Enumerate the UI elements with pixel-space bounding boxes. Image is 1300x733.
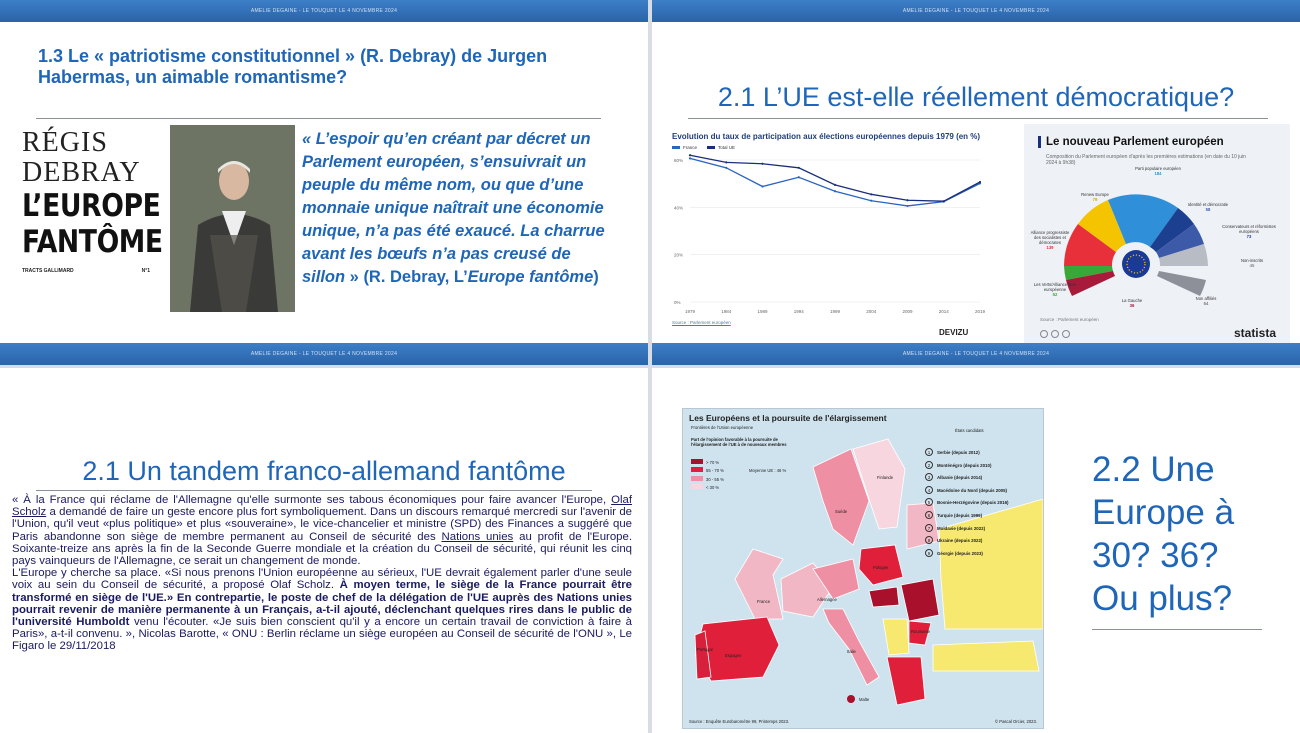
country-label-pologne: Pologne xyxy=(873,565,889,570)
map-title: Les Européens et la poursuite de l'élargissement xyxy=(689,413,887,423)
map-credit: © Pascal Orcier, 2023. xyxy=(995,719,1037,724)
excerpt-paragraph-1: « À la France qui réclame de l'Allemagne qu'elle surmonte ses tabous économiques pour faire avancer l'Europe, Olaf Scholz a demandé de faire un geste encore plus fort symboliquement. Dans un discours remarqué mercredi sur l'avenir de l'Union, qu'il veut «plus politique» et plus «souveraine», le vice-chancelier et ministre (SPD) des Finances a suggéré que Paris abandonne son siège de membre permanent au Conseil de sécurité des Nations unies au profit de l'Europe. Soixante-treize ans après la fin de la Seconde Guerre mondiale et la création du Conseil de sécurité, qui réunit les cinq pays vainqueurs de l'Allemagne, ce serait un changement de monde. xyxy=(12,494,633,568)
book-publisher: TRACTS GALLIMARD xyxy=(22,268,74,274)
parliament-subtitle: Composition du Parlement européen d'après les premières estimations (en date du 10 juin 2024 à 9h38) xyxy=(1046,154,1246,166)
slide-title: 2.1 L’UE est-elle réellement démocratique? xyxy=(717,82,1235,112)
author-photo xyxy=(170,125,295,312)
data-point xyxy=(870,193,872,195)
data-point xyxy=(761,185,763,187)
divider xyxy=(36,118,601,119)
slide-footer-bar: AMELIE DEGAINE - LE TOUQUET LE 4 NOVEMBRE 2024 xyxy=(652,343,1300,365)
y-tick-label: 0% xyxy=(674,300,681,305)
quote-book-title: Europe fantôme xyxy=(467,268,594,286)
turnout-chart xyxy=(672,132,992,344)
x-tick-label: 2014 xyxy=(938,309,949,314)
data-point xyxy=(761,163,763,165)
book-cover xyxy=(22,128,162,318)
divider xyxy=(36,490,592,491)
data-point xyxy=(725,167,727,169)
slide-title: 1.3 Le « patriotisme constitutionnel » (R. Debray) de Jurgen Habermas, un aimable romantisme? xyxy=(38,46,548,87)
devizu-logo: DEVIZU xyxy=(939,328,969,337)
x-tick-label: 1984 xyxy=(721,309,732,314)
link-nations-unies[interactable]: Nations unies xyxy=(441,530,514,543)
group-label-renew: Renew Europe 79 xyxy=(1081,192,1109,202)
data-point xyxy=(906,199,908,201)
map-legend-average: Moyenne UE : 46 % xyxy=(749,468,787,473)
candidate-list xyxy=(925,447,1009,560)
data-point xyxy=(725,161,727,163)
data-point xyxy=(834,184,836,186)
y-tick-label: 60% xyxy=(674,158,684,163)
x-tick-label: 1989 xyxy=(757,309,768,314)
chart-source: Source : Parlement européen xyxy=(672,320,731,325)
book-title-line2: FANTÔME xyxy=(22,224,163,260)
divider xyxy=(688,118,1268,119)
x-tick-label: 2019 xyxy=(975,309,986,314)
turnout-line-chart xyxy=(672,154,988,316)
slide-1[interactable] xyxy=(0,0,648,365)
map-legend-caption: Part de l'opinion favorable à la poursuite de l'élargissement de l'UE à de nouveaux membres xyxy=(691,437,787,447)
candidate-item: 4 Macédoine du Nord (depuis 2005) xyxy=(925,485,1009,498)
x-tick-label: 1994 xyxy=(793,309,804,314)
y-tick-label: 20% xyxy=(674,252,684,258)
parliament-source: Source : Parlement européen xyxy=(1040,317,1099,322)
candidate-item: 7 Moldavie (depuis 2022) xyxy=(925,523,1009,536)
parliament-title: Le nouveau Parlement européen xyxy=(1038,136,1224,148)
excerpt-paragraph-2: L'Europe y cherche sa place. «Si nous prenons l'Union européenne au sérieux, l'UE devrait également parler d'une seule voix au sein du Conseil de sécurité, a proposé Olaf Scholz. À moyen terme, le siège de la France pourrait être transformé en siège de l'UE.» En contrepartie, le poste de chef de la délégation de l'UE auprès des Nations unies pourrait revenir de manière permanente à un Français, a-t-il ajouté, déclenchant quelques rires dans le public de l'université Humboldt venu l'écouter. «Je suis bien conscient qu'il y a encore un certain travail de conviction à faire à Paris», a-t-il convenu. », Nicolas Barotte, « ONU : Berlin réclame un siège européen au Conseil de sécurité de l'ONU », Le Figaro le 29/11/2018 xyxy=(12,567,632,653)
data-point xyxy=(870,200,872,202)
chart-title: Evolution du taux de participation aux élections européennes depuis 1979 (en %) xyxy=(672,132,981,141)
country-label-italie: Italie xyxy=(847,649,856,654)
map-source: Source : Enquête Eurobaromètre 99, Printemps 2023. xyxy=(689,719,790,724)
statista-logo: statista xyxy=(1233,326,1276,340)
x-tick-label: 1999 xyxy=(830,309,841,314)
group-label-greens: Les Verts/Alliance libre européenne 52 xyxy=(1033,282,1077,297)
divider xyxy=(1092,629,1262,630)
data-point xyxy=(798,167,800,169)
debray-quote xyxy=(302,128,612,289)
data-point xyxy=(906,205,908,207)
country-label-france: France xyxy=(757,599,771,604)
data-point xyxy=(798,176,800,178)
enlargement-question: 2.2 Une Europe à 30? 36? Ou plus? xyxy=(1092,450,1235,618)
group-label-left: La Gauche 36 xyxy=(1121,298,1143,308)
candidate-item: 6 Turquie (depuis 1999) xyxy=(925,510,1009,523)
series-line-1 xyxy=(690,155,980,201)
map-legend-bins: > 70 % 55 - 70 % 30 - 55 % < 30 % xyxy=(691,459,724,493)
x-tick-label: 2009 xyxy=(902,309,913,314)
country-label-malte: Malte xyxy=(859,697,870,702)
group-label-sd: Alliance progressiste des socialistes et démocrates 139 xyxy=(1030,230,1070,250)
slide-4[interactable] xyxy=(652,368,1300,733)
candidate-item: 8 Ukraine (depuis 2022) xyxy=(925,535,1009,548)
quote-attribution: » (R. Debray, L’ xyxy=(345,268,468,286)
candidate-item: 3 Albanie (depuis 2014) xyxy=(925,472,1009,485)
group-label-id: Identité et démocratie 58 xyxy=(1187,202,1229,212)
eu-flag-icon xyxy=(1122,250,1150,278)
parliament-infographic xyxy=(1024,124,1290,348)
enlargement-map xyxy=(682,408,1044,729)
candidate-item: 1 Serbie (depuis 2012) xyxy=(925,447,1009,460)
group-label-unaffiliated: Non affiliés 54 xyxy=(1195,296,1217,306)
quote-close: ) xyxy=(593,268,599,286)
figaro-excerpt xyxy=(12,494,632,653)
slide-footer-bar: AMELIE DEGAINE - LE TOUQUET LE 4 NOVEMBRE 2024 xyxy=(0,343,648,365)
data-point xyxy=(689,157,691,159)
book-author-last: DEBRAY xyxy=(22,157,141,188)
slide-3[interactable] xyxy=(0,368,648,733)
slide-2[interactable] xyxy=(652,0,1300,365)
country-label-finlande: Finlande xyxy=(877,475,894,480)
x-tick-label: 2004 xyxy=(866,309,877,314)
slide-header-bar: AMELIE DEGAINE - LE TOUQUET LE 4 NOVEMBRE 2024 xyxy=(0,0,648,22)
x-tick-label: 1979 xyxy=(685,309,696,314)
y-tick-label: 40% xyxy=(674,205,684,211)
book-author-first: RÉGIS xyxy=(22,127,108,158)
map-legend-candidates: États candidats xyxy=(955,428,984,433)
series-line-0 xyxy=(690,158,980,206)
book-number: N°1 xyxy=(141,268,150,274)
slide-title: 2.1 Un tandem franco-allemand fantôme xyxy=(82,456,566,486)
quote-text: « L’espoir qu’en créant par décret un Parlement européen, s’ensuivrait un peuple du même nom, ou que d’une monnaie unique naîtrait une économie unique, n’a pas été exaucé. La charrue avant les bœufs n’a pas creusé de sillon xyxy=(302,130,605,286)
candidate-item: 2 Monténégro (depuis 2010) xyxy=(925,460,1009,473)
data-point xyxy=(689,154,691,156)
data-point xyxy=(943,200,945,202)
link-olaf-scholz[interactable]: Olaf Scholz xyxy=(12,494,632,519)
country-label-suede: Suède xyxy=(835,509,848,514)
book-title-line1: L’EUROPE xyxy=(22,188,161,224)
country-label-roumanie: Roumanie xyxy=(911,629,931,634)
map-legend-border: Frontières de l'Union européenne xyxy=(691,425,754,430)
group-label-ecr: Conservateurs et réformistes européens 73 xyxy=(1222,224,1276,239)
cc-license-icons xyxy=(1040,330,1070,338)
legend-ue: Total UE xyxy=(707,145,735,150)
chart-legend xyxy=(672,145,992,150)
candidate-item: 5 Bosnie-Herzégovine (depuis 2016) xyxy=(925,497,1009,510)
group-label-epp: Parti populaire européen 184 xyxy=(1135,166,1181,176)
group-label-ni: Non-inscrits 45 xyxy=(1240,258,1264,268)
country-label-allemagne: Allemagne xyxy=(817,597,837,602)
data-point xyxy=(979,181,981,183)
data-point xyxy=(834,190,836,192)
legend-france: France xyxy=(672,145,697,150)
country-label-portugal: Portugal xyxy=(697,647,713,652)
seat-group-unaffiliated xyxy=(1157,271,1206,296)
slide-header-bar: AMELIE DEGAINE - LE TOUQUET LE 4 NOVEMBRE 2024 xyxy=(652,0,1300,22)
country-label-espagne: Espagne xyxy=(725,653,742,658)
candidate-item: 9 Géorgie (depuis 2023) xyxy=(925,548,1009,561)
